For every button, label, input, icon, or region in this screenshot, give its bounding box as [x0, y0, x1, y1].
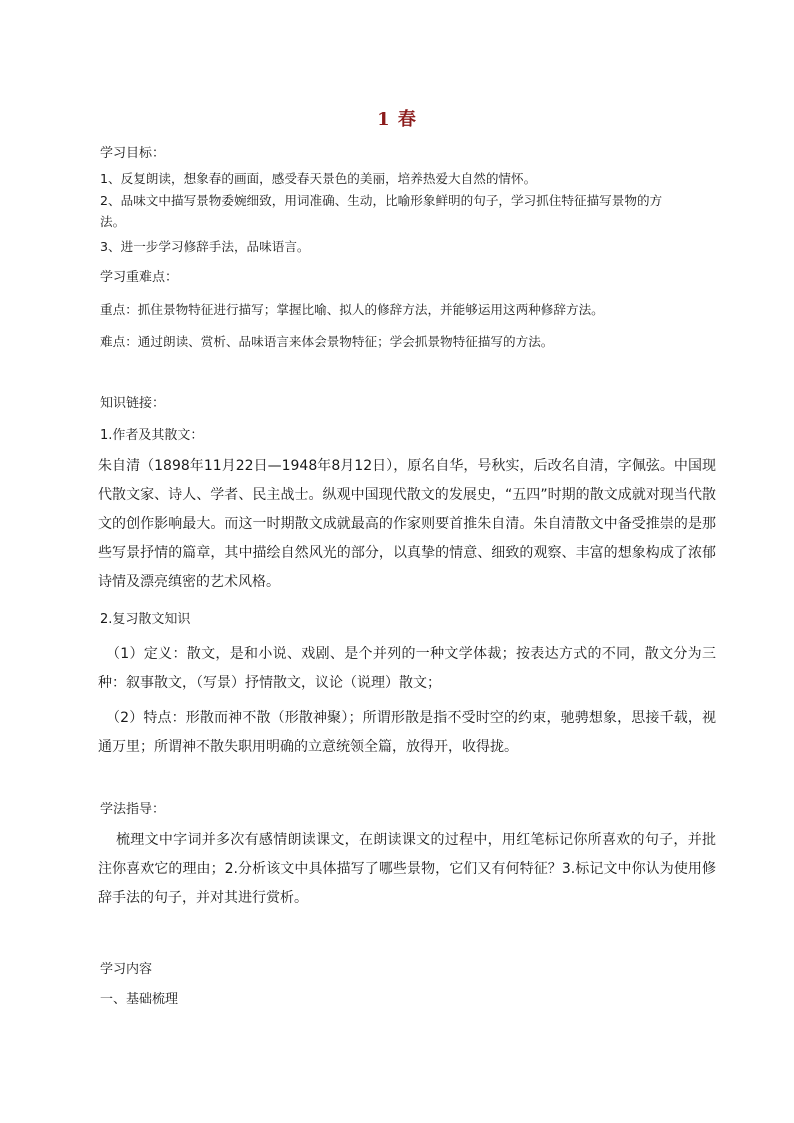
definition-paragraph: （1）定义：散文，是和小说、戏剧、是个并列的一种文学体裁；按表达方式的不同，散文分为三种：叙事散文，（写景）抒情散文，议论（说理）散文； — [98, 646, 716, 691]
author-paragraph: 朱自清（1898年11月22日—1948年8月12日），原名自华，号秋实，后改名自清，字佩弦。中国现代散文家、诗人、学者、民主战士。纵观中国现代散文的发展史，“五四”时期的散文成就对现当代散文的创作影响最大。而这一时期散文成就最高的作家则要首推朱自清。朱自清散文中备受推崇的是那些写景抒情的篇章，其中描绘自然风光的部分，以真挚的情意、细致的观察、丰富的想象构成了浓郁诗情及漂亮缜密的艺术风格。 — [98, 458, 716, 590]
difficult-point: 难点：通过朗读、赏析、品味语言来体会景物特征；学会抓景物特征描写的方法。 — [100, 334, 554, 349]
method-heading: 学法指导： — [100, 802, 166, 817]
content-heading: 学习内容 — [100, 962, 153, 977]
feature-paragraph: （2）特点：形散而神不散（形散神聚）；所谓形散是指不受时空的约束，驰骋想象，思接千载，视通万里；所谓神不散失职用明确的立意统领全篇，放得开，收得拢。 — [98, 710, 716, 755]
goal-2-line-2: 法。 — [100, 214, 126, 229]
goals-heading: 学习目标： — [100, 146, 166, 161]
page-title: 1 春 — [377, 109, 417, 130]
goal-1: 1、反复朗读，想象春的画面，感受春天景色的美丽，培养热爱大自然的情怀。 — [100, 171, 537, 186]
key-heading: 学习重难点： — [100, 270, 179, 285]
goal-3: 3、进一步学习修辞手法，品味语言。 — [100, 239, 310, 254]
key-point: 重点：抓住景物特征进行描写；掌握比喻、拟人的修辞方法，并能够运用这两种修辞方法。 — [100, 302, 604, 317]
section-1-heading: 一、基础梳理 — [100, 992, 179, 1007]
author-heading: 1.作者及其散文： — [100, 428, 204, 443]
knowledge-heading: 知识链接： — [100, 396, 166, 411]
review-heading: 2.复习散文知识 — [100, 612, 191, 627]
method-paragraph: 梳理文中字词并多次有感情朗读课文，在朗读课文的过程中，用红笔标记你所喜欢的句子，并批注你喜欢它的理由；2.分析该文中具体描写了哪些景物，它们又有何特征？3.标记文中你认为使用修辞手法的句子，并对其进行赏析。 — [98, 832, 716, 906]
goal-2-line-1: 2、品味文中描写景物委婉细致，用词准确、生动，比喻形象鲜明的句子，学习抓住特征描写景物的方 — [100, 193, 663, 208]
